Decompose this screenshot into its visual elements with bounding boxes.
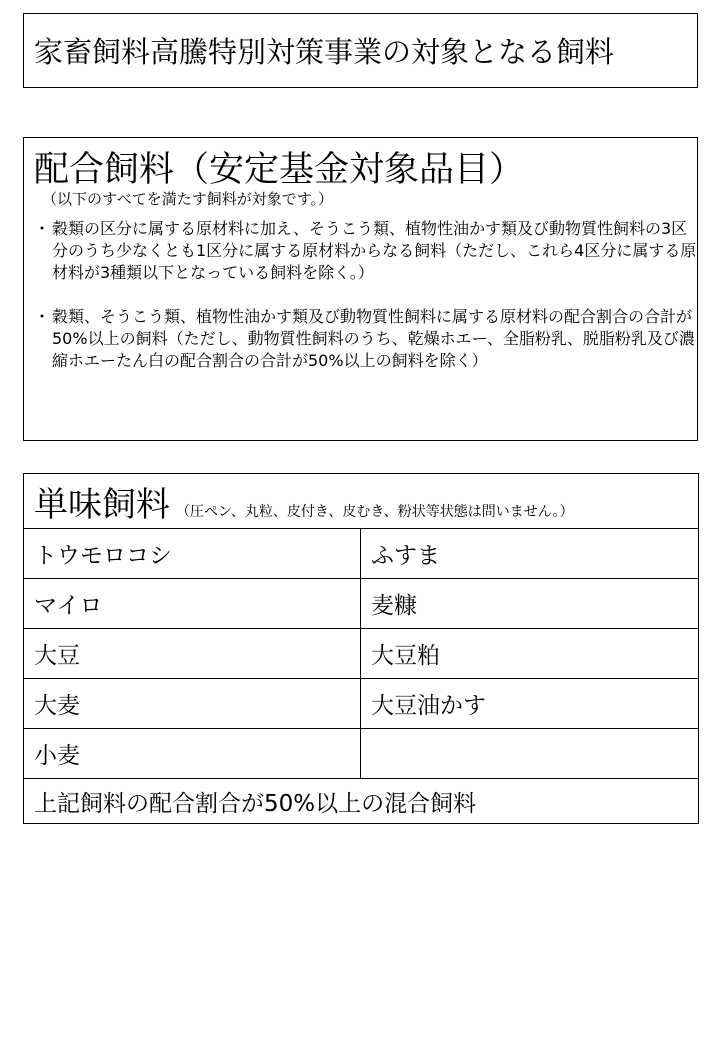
table-cell: 麦糠 <box>361 579 699 629</box>
single-feed-note: （圧ペン、丸粒、皮付き、皮むき、粉状等状態は問いません。） <box>176 503 574 520</box>
table-row <box>24 629 699 679</box>
single-feed-header-row <box>24 474 699 529</box>
table-cell <box>361 729 699 779</box>
table-row <box>24 679 699 729</box>
mixed-feed-section <box>23 137 698 441</box>
mixed-feed-heading: 配合飼料（安定基金対象品目） <box>34 150 525 190</box>
title-box <box>23 13 698 88</box>
table-cell: 大豆粕 <box>361 629 699 679</box>
table-cell: 大豆油かす <box>361 679 699 729</box>
mixed-feed-bullet <box>32 218 697 284</box>
table-cell: ふすま <box>361 529 699 579</box>
table-cell: マイロ <box>24 579 361 629</box>
single-feed-heading: 単味飼料 <box>34 484 170 525</box>
bullet-mark: ・ <box>33 219 50 238</box>
table-cell: 大麦 <box>24 679 361 729</box>
table-cell: トウモロコシ <box>24 529 361 579</box>
bullet-text: 穀類、そうこう類、植物性油かす類及び動物質性飼料に属する原材料の配合割合の合計が50%以上の飼料（ただし、動物質性飼料のうち、乾燥ホエー、全脂粉乳、脱脂粉乳及び濃縮ホエーたん白の配合割合の合計が50%以上の飼料を除く） <box>52 307 695 370</box>
mixed-feed-subnote: （以下のすべてを満たす飼料が対象です。） <box>42 190 334 208</box>
mixed-feed-bullet <box>32 306 697 372</box>
bullet-mark: ・ <box>33 307 50 326</box>
single-feed-footer: 上記飼料の配合割合が50%以上の混合飼料 <box>24 779 699 824</box>
table-row <box>24 729 699 779</box>
table-cell: 大豆 <box>24 629 361 679</box>
single-feed-footer-row <box>24 779 699 824</box>
table-row <box>24 579 699 629</box>
page-title: 家畜飼料高騰特別対策事業の対象となる飼料 <box>34 35 615 69</box>
single-feed-table <box>23 473 699 824</box>
single-feed-header-cell <box>24 474 699 529</box>
table-cell: 小麦 <box>24 729 361 779</box>
bullet-text: 穀類の区分に属する原材料に加え、そうこう類、植物性油かす類及び動物質性飼料の3区分のうち少なくとも1区分に属する原材料からなる飼料（ただし、これら4区分に属する原材料が3種類以下となっている飼料を除く。） <box>52 219 697 282</box>
table-row <box>24 529 699 579</box>
